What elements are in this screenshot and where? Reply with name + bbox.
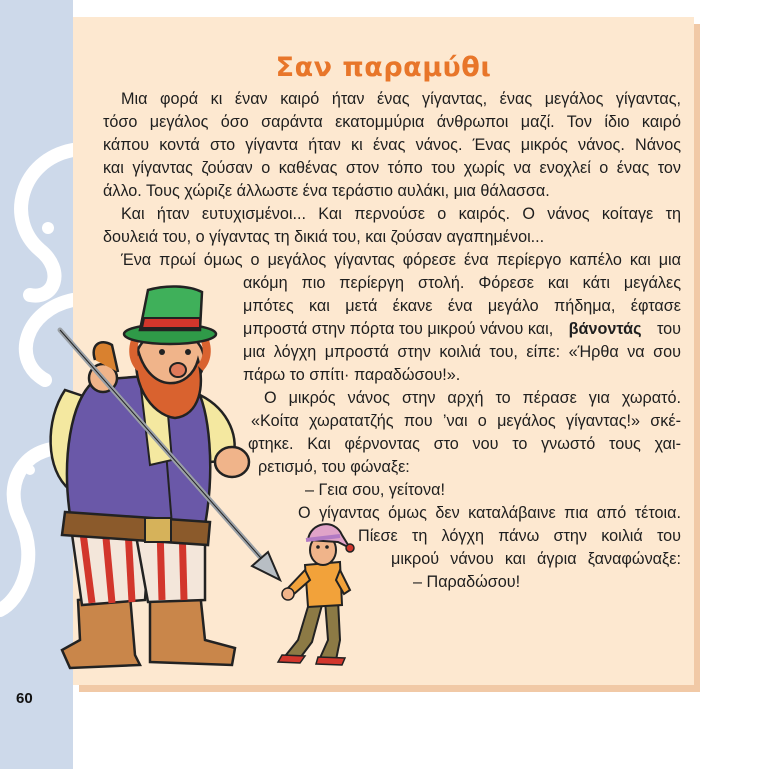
text-line: μια λόγχη μπροστά στην κοιλιά του, είπε: «Ήρθα να σου	[243, 343, 681, 361]
giant-figure	[51, 286, 249, 668]
text-line: Πίεσε τη λόγχη πάνω στην κοιλιά του	[358, 527, 681, 545]
dwarf-figure	[278, 524, 354, 665]
text-line: και γίγαντας ζούσαν ο καθένας στον τόπο του χωρίς να ενοχλεί ο ένας τον	[103, 159, 681, 177]
text-line: πάρω το σπίτι· παραδώσου!».	[243, 366, 461, 384]
text-line: άλλο. Τους χώριζε άλλωστε ένα τεράστιο αυλάκι, μια θάλασσα.	[103, 182, 550, 200]
text-line: ακόμη πιο περίεργη στολή. Φόρεσε και κάτι μεγάλες	[243, 274, 681, 292]
text-line: Ένα πρωί όμως ο μεγάλος γίγαντας φόρεσε ένα περίεργο καπέλο και μια	[121, 251, 681, 269]
dialogue-line: – Παραδώσου!	[413, 573, 521, 591]
text-line: μπότες και μετά έκανε ένα μεγάλο πήδημα, έφτασε	[243, 297, 681, 315]
text-line: φτηκε. Και φέρνοντας στο νου το γνωστό τους χαι-	[248, 435, 681, 453]
page-number: 60	[16, 690, 33, 707]
text-line: Μια φορά κι έναν καιρό ήταν ένας γίγαντας, ένας μεγάλος γίγαντας,	[121, 90, 681, 108]
text-line: δουλειά του, ο γίγαντας τη δικιά του, και ζούσαν αγαπημένοι...	[103, 228, 545, 246]
text-segment: του	[656, 320, 681, 338]
text-line: τόσο μεγάλος όσο σαράντα εκατομμύρια άνθρωποι μαζί. Τον ίδιο καιρό	[103, 113, 681, 131]
text-line: κάπου κοντά στο γίγαντα ήταν κι ένας νάνος. Ένας μικρός νάνος. Νάνος	[103, 136, 681, 154]
text-segment: μπροστά στην πόρτα του μικρού νάνου και,	[243, 320, 554, 338]
dialogue-line: – Γεια σου, γείτονα!	[305, 481, 445, 499]
page-title: Σαν παραμύθι	[275, 52, 492, 83]
text-line: μικρού νάνου και άγρια ξαναφώναξε:	[391, 550, 681, 568]
text-line: Και ήταν ευτυχισμένοι... Και περνούσε ο καιρός. Ο νάνος κοίταγε τη	[121, 205, 681, 223]
text-line: «Κοίτα χωρατατζής που ’ναι ο μεγάλος γίγαντας!» σκέ-	[251, 412, 681, 430]
text-line: ρετισμό, του φώναξε:	[258, 458, 410, 476]
text-line: Ο μικρός νάνος στην αρχή το πέρασε για χωρατό.	[264, 389, 681, 407]
text-line: Ο γίγαντας όμως δεν καταλάβαινε πια από τέτοια.	[298, 504, 681, 522]
emphasized-word: βάνοντάς	[568, 320, 642, 338]
